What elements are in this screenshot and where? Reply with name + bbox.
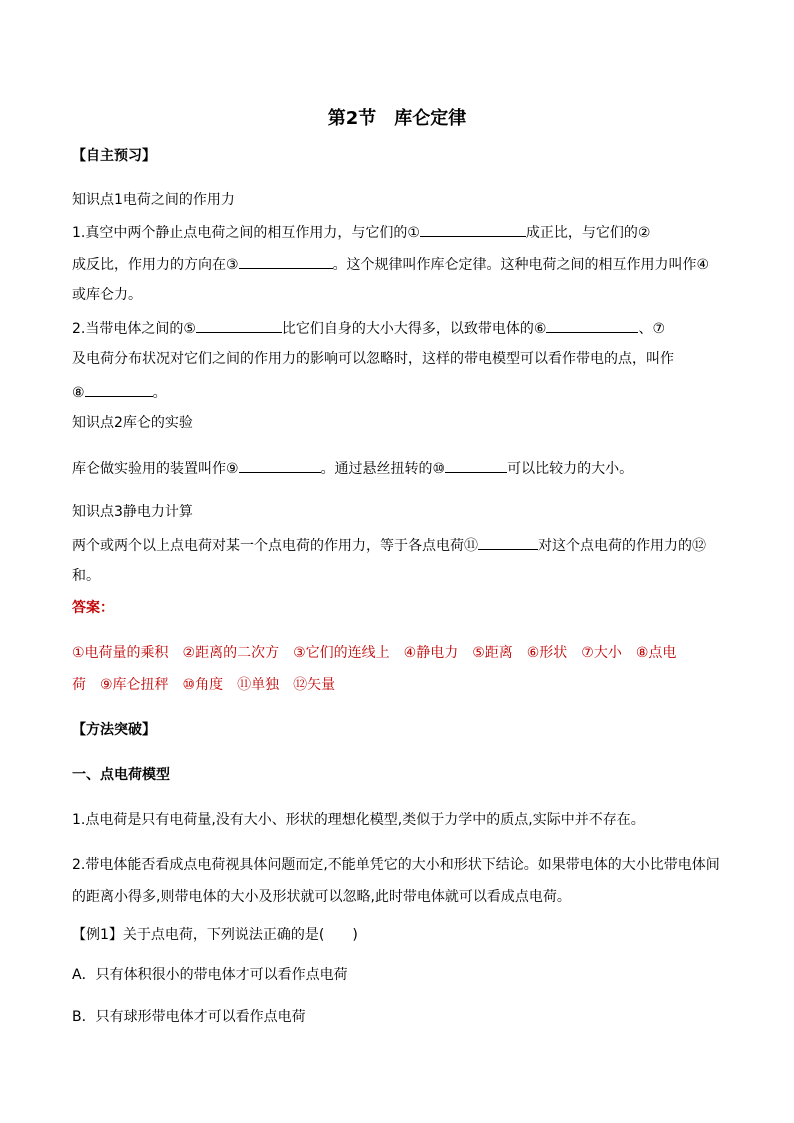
kp1-line2 xyxy=(72,253,709,275)
method-point-2b: 的距离小得多,则带电体的大小及形状就可以忽略,此时带电体就可以看成点电荷。 xyxy=(72,889,571,905)
kp1-line6 xyxy=(72,381,167,403)
kp3-text-1a: 两个或两个以上点电荷对某一个点电荷的作用力，等于各点电荷⑪ xyxy=(72,538,478,554)
kp1-text-1b: 成正比，与它们的② xyxy=(525,225,651,241)
fill-blank-8[interactable] xyxy=(85,381,153,397)
method-point-1: 1.点电荷是只有电荷量,没有大小、形状的理想化模型,类似于力学中的质点,实际中并不存在。 xyxy=(72,812,645,828)
kp1-line1 xyxy=(72,221,650,243)
kp1-text-2a: 成反比，作用力的方向在③ xyxy=(72,257,239,273)
page-title: 第2节 库仑定律 xyxy=(327,108,467,129)
fill-blank-1[interactable] xyxy=(420,221,526,237)
kp3-heading: 知识点3静电力计算 xyxy=(72,504,193,520)
kp1-text-6a: ⑧ xyxy=(72,385,85,401)
option-a[interactable]: A．只有体积很小的带电体才可以看作点电荷 xyxy=(72,967,348,983)
option-b[interactable]: B．只有球形带电体才可以看作点电荷 xyxy=(72,1009,306,1025)
kp1-text-6b: 。 xyxy=(152,385,167,401)
fill-blank-10[interactable] xyxy=(445,457,507,473)
section-header-method: 【方法突破】 xyxy=(72,722,156,738)
kp1-line5: 及电荷分布状况对它们之间的作用力的影响可以忽略时，这样的带电模型可以看作带电的点，叫作 xyxy=(72,351,674,367)
fill-blank-11[interactable] xyxy=(478,534,538,550)
kp3-text-1b: 对这个点电荷的作用力的⑫ xyxy=(538,538,706,554)
kp1-text-1a: 1.真空中两个静止点电荷之间的相互作用力，与它们的① xyxy=(72,225,420,241)
answers-line2: 荷 ⑨库仑扭秤 ⑩角度 ⑪单独 ⑫矢量 xyxy=(72,677,336,693)
method-point-2a: 2.带电体能否看成点电荷视具体问题而定,不能单凭它的大小和形状下结论。如果带电体的大小比带电体间 xyxy=(72,857,720,873)
fill-blank-9[interactable] xyxy=(239,457,321,473)
kp3-line2: 和。 xyxy=(72,568,100,584)
kp1-text-4c: 、⑦ xyxy=(638,321,666,337)
answers-label: 答案： xyxy=(72,600,114,616)
kp1-text-4b: 比它们自身的大小大得多，以致带电体的⑥ xyxy=(281,321,547,337)
kp1-line4 xyxy=(72,317,665,339)
kp1-heading: 知识点1电荷之间的作用力 xyxy=(72,192,235,208)
answers-line1: ①电荷量的乘积 ②距离的二次方 ③它们的连线上 ④静电力 ⑤距离 ⑥形状 ⑦大小 ⑧点电 xyxy=(72,645,677,661)
example-question: 【例1】关于点电荷，下列说法正确的是( ) xyxy=(72,927,358,943)
kp3-line1 xyxy=(72,534,706,556)
kp2-heading: 知识点2库仑的实验 xyxy=(72,415,193,431)
kp2-line1 xyxy=(72,457,633,479)
kp2-text-1b: 。通过悬丝扭转的⑩ xyxy=(320,461,446,477)
kp1-text-4a: 2.当带电体之间的⑤ xyxy=(72,321,196,337)
fill-blank-6[interactable] xyxy=(546,317,638,333)
fill-blank-5[interactable] xyxy=(196,317,282,333)
kp1-line3: 或库仑力。 xyxy=(72,287,142,303)
method-subheading: 一、点电荷模型 xyxy=(72,767,170,783)
kp1-text-2b: 。这个规律叫作库仑定律。这种电荷之间的相互作用力叫作④ xyxy=(332,257,710,273)
kp2-text-1a: 库仑做实验用的装置叫作⑨ xyxy=(72,461,239,477)
fill-blank-3[interactable] xyxy=(239,253,333,269)
kp2-text-1c: 可以比较力的大小。 xyxy=(507,461,634,477)
section-header-preview: 【自主预习】 xyxy=(72,148,156,164)
